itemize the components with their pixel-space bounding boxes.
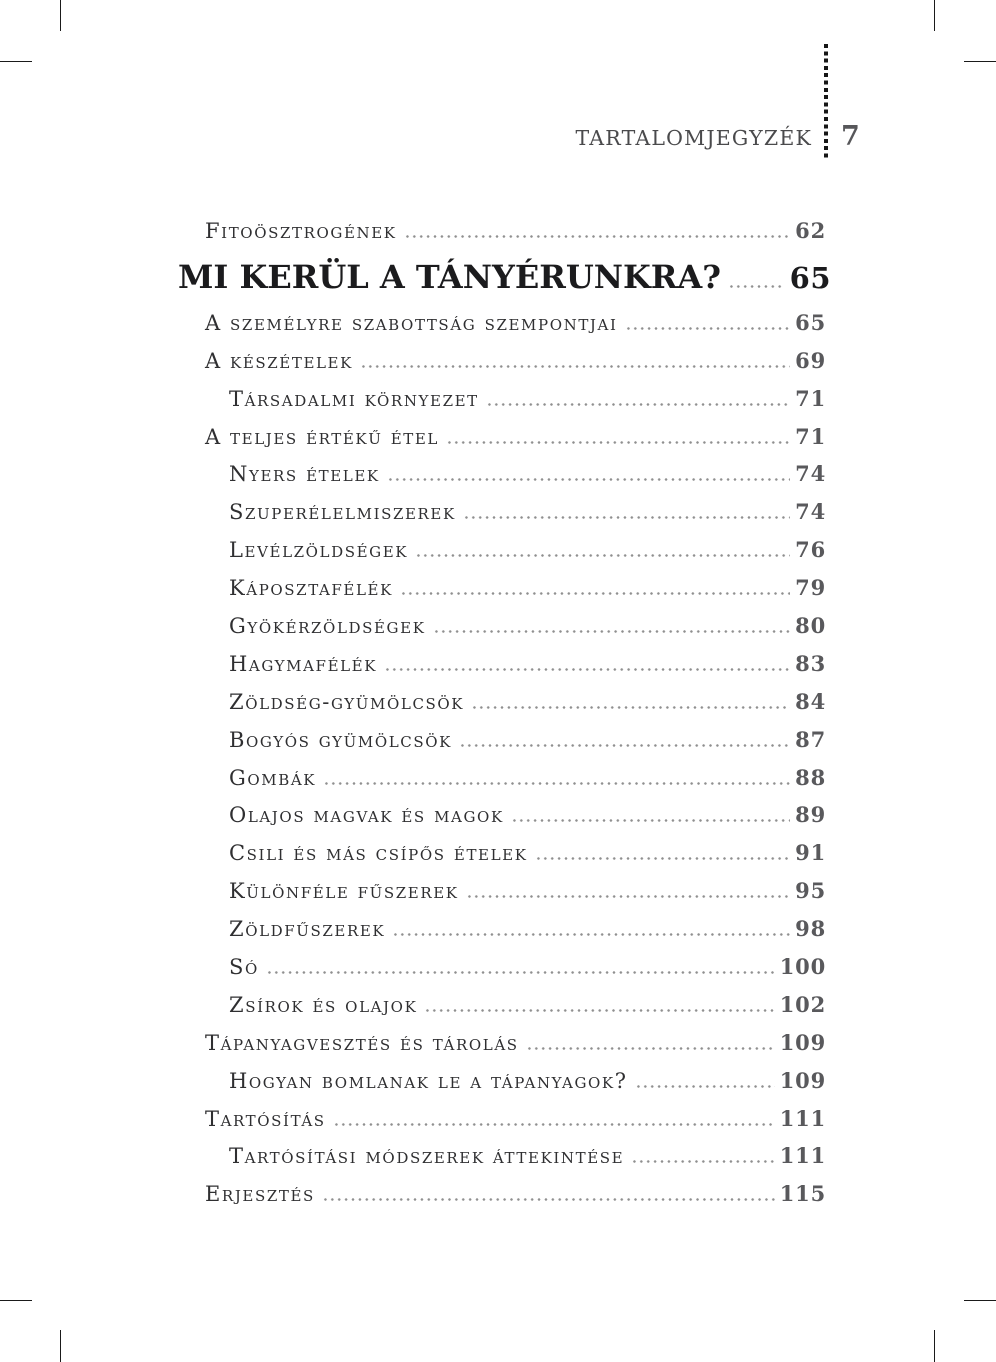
- toc-entry-title: Tápanyagvesztés és tárolás: [205, 1030, 519, 1055]
- dot-leader: [486, 403, 790, 406]
- toc-entry-row: [0, 948, 996, 986]
- toc-entry-page-number: 65: [789, 260, 831, 295]
- toc-entry-title: A teljes értékű étel: [205, 424, 439, 449]
- dot-leader: [424, 1009, 774, 1012]
- toc-entry-page-number: 71: [795, 423, 826, 449]
- dot-leader: [631, 1160, 775, 1163]
- toc-entry-page-number: 89: [795, 802, 826, 828]
- toc-entry-page-number: 98: [795, 916, 826, 942]
- toc-entry-title: Különféle fűszerek: [229, 879, 459, 904]
- toc-entry-title: Zöldfűszerek: [229, 917, 386, 942]
- toc-entry-title: Szuperélelmiszerek: [229, 500, 456, 525]
- toc-entry-title: Só: [229, 955, 259, 980]
- toc-entry-row: [0, 683, 996, 721]
- crop-mark-bottom-left-horizontal: [0, 1300, 32, 1301]
- toc-entry-row: [0, 1100, 996, 1138]
- toc-entry-row: [0, 645, 996, 683]
- dot-leader: [360, 365, 790, 368]
- toc-entry-row: [0, 796, 996, 834]
- dot-leader: [635, 1085, 775, 1088]
- toc-entry-page-number: 62: [795, 218, 826, 243]
- crop-mark-top-right-vertical: [934, 0, 935, 31]
- crop-mark-bottom-right-horizontal: [964, 1300, 996, 1301]
- dot-leader: [400, 592, 790, 595]
- toc-entry-page-number: 76: [795, 537, 826, 563]
- dot-leader: [404, 235, 791, 238]
- toc-entry-row: [0, 834, 996, 872]
- dot-leader: [333, 1123, 775, 1126]
- toc-entry-title: A személyre szabottság szempontjai: [205, 310, 618, 335]
- toc-entry-page-number: 83: [795, 650, 826, 676]
- toc-entry-title: A készételek: [205, 348, 353, 373]
- toc-entry-row: [0, 342, 996, 380]
- dot-leader: [266, 971, 775, 974]
- toc-entry-row: [0, 872, 996, 910]
- dot-leader: [415, 554, 790, 557]
- table-of-contents: [0, 212, 996, 1213]
- toc-entry-row: [0, 304, 996, 342]
- toc-entry-title: Nyers ételek: [229, 462, 380, 487]
- toc-entry-page-number: 100: [779, 954, 826, 980]
- toc-entry-title: Tartósítási módszerek áttekintése: [229, 1144, 625, 1169]
- toc-entry-row: [0, 531, 996, 569]
- toc-entry-title: Olajos magvak és magok: [229, 803, 504, 828]
- toc-entry-title: Hagymafélék: [229, 651, 378, 676]
- toc-entry-title: Zsírok és olajok: [229, 992, 418, 1017]
- toc-entry-row: [0, 910, 996, 948]
- toc-entry-page-number: 109: [779, 1029, 826, 1055]
- dot-leader: [323, 782, 790, 785]
- crop-mark-bottom-right-vertical: [934, 1330, 935, 1362]
- toc-entry-title: Társadalmi környezet: [229, 386, 479, 411]
- toc-entry-page-number: 71: [795, 385, 826, 411]
- toc-entry-page-number: 109: [779, 1067, 826, 1093]
- toc-entry-row: [0, 1062, 996, 1100]
- toc-entry-row: [0, 1175, 996, 1213]
- toc-entry-page-number: 95: [795, 878, 826, 904]
- crop-mark-bottom-left-vertical: [60, 1330, 61, 1362]
- toc-entry-row: [0, 1024, 996, 1062]
- toc-entry-row: [0, 212, 996, 250]
- toc-entry-title: Zöldség-gyümölcsök: [229, 689, 465, 714]
- dot-leader: [446, 441, 790, 444]
- dot-leader: [459, 744, 790, 747]
- toc-entry-row: [0, 455, 996, 493]
- toc-entry-title: Káposztafélék: [229, 576, 393, 601]
- toc-entry-row: [0, 418, 996, 456]
- toc-entry-page-number: 115: [779, 1181, 826, 1207]
- dot-leader: [511, 819, 790, 822]
- dot-leader: [625, 327, 791, 330]
- toc-entry-title: Tartósítás: [205, 1106, 326, 1131]
- toc-entry-title: Bogyós gyümölcsök: [229, 727, 452, 752]
- dot-leader: [433, 630, 791, 633]
- toc-entry-page-number: 74: [795, 461, 826, 487]
- toc-entry-page-number: 69: [795, 347, 826, 373]
- toc-entry-row: [0, 569, 996, 607]
- toc-entry-title: MI KERÜL A TÁNYÉRUNKRA?: [178, 257, 721, 296]
- toc-entry-page-number: 74: [795, 499, 826, 525]
- folio-dotted-rule: [824, 44, 828, 161]
- toc-entry-row: [0, 986, 996, 1024]
- toc-entry-row: [0, 759, 996, 797]
- toc-entry-row: [0, 607, 996, 645]
- toc-entry-page-number: 111: [779, 1105, 826, 1131]
- toc-entry-page-number: 111: [779, 1143, 826, 1169]
- dot-leader: [384, 668, 790, 671]
- crop-mark-top-left-vertical: [60, 0, 61, 31]
- toc-entry-row: [0, 493, 996, 531]
- dot-leader: [466, 895, 791, 898]
- toc-entry-page-number: 88: [795, 764, 826, 790]
- toc-entry-row: [0, 380, 996, 418]
- dot-leader: [728, 285, 785, 288]
- toc-entry-page-number: 65: [795, 309, 826, 335]
- toc-entry-page-number: 84: [795, 688, 826, 714]
- dot-leader: [463, 516, 790, 519]
- toc-entry-page-number: 79: [795, 575, 826, 601]
- dot-leader: [322, 1198, 775, 1201]
- crop-mark-top-right-horizontal: [964, 61, 996, 62]
- dot-leader: [387, 478, 790, 481]
- toc-entry-title: Fitoösztrogének: [205, 219, 397, 243]
- toc-entry-page-number: 91: [795, 840, 826, 866]
- toc-entry-page-number: 102: [779, 991, 826, 1017]
- toc-entry-page-number: 80: [795, 613, 826, 639]
- toc-entry-title: Csili és más csípős ételek: [229, 841, 528, 866]
- toc-entry-title: Gombák: [229, 765, 317, 790]
- dot-leader: [471, 706, 790, 709]
- toc-entry-title: Erjesztés: [205, 1182, 315, 1207]
- toc-entry-title: Gyökérzöldségek: [229, 614, 426, 639]
- toc-entry-page-number: 87: [795, 726, 826, 752]
- toc-entry-row: [0, 721, 996, 759]
- running-header-title: TARTALOMJEGYZÉK: [575, 126, 812, 150]
- dot-leader: [392, 933, 790, 936]
- toc-entry-title: Hogyan bomlanak le a tápanyagok?: [229, 1068, 628, 1093]
- toc-entry-row: [0, 1137, 996, 1175]
- dot-leader: [526, 1047, 775, 1050]
- toc-chapter-row: [0, 250, 996, 304]
- folio-page-number: 7: [841, 121, 861, 152]
- dot-leader: [535, 857, 791, 860]
- crop-mark-top-left-horizontal: [0, 61, 32, 62]
- toc-entry-title: Levélzöldségek: [229, 538, 409, 563]
